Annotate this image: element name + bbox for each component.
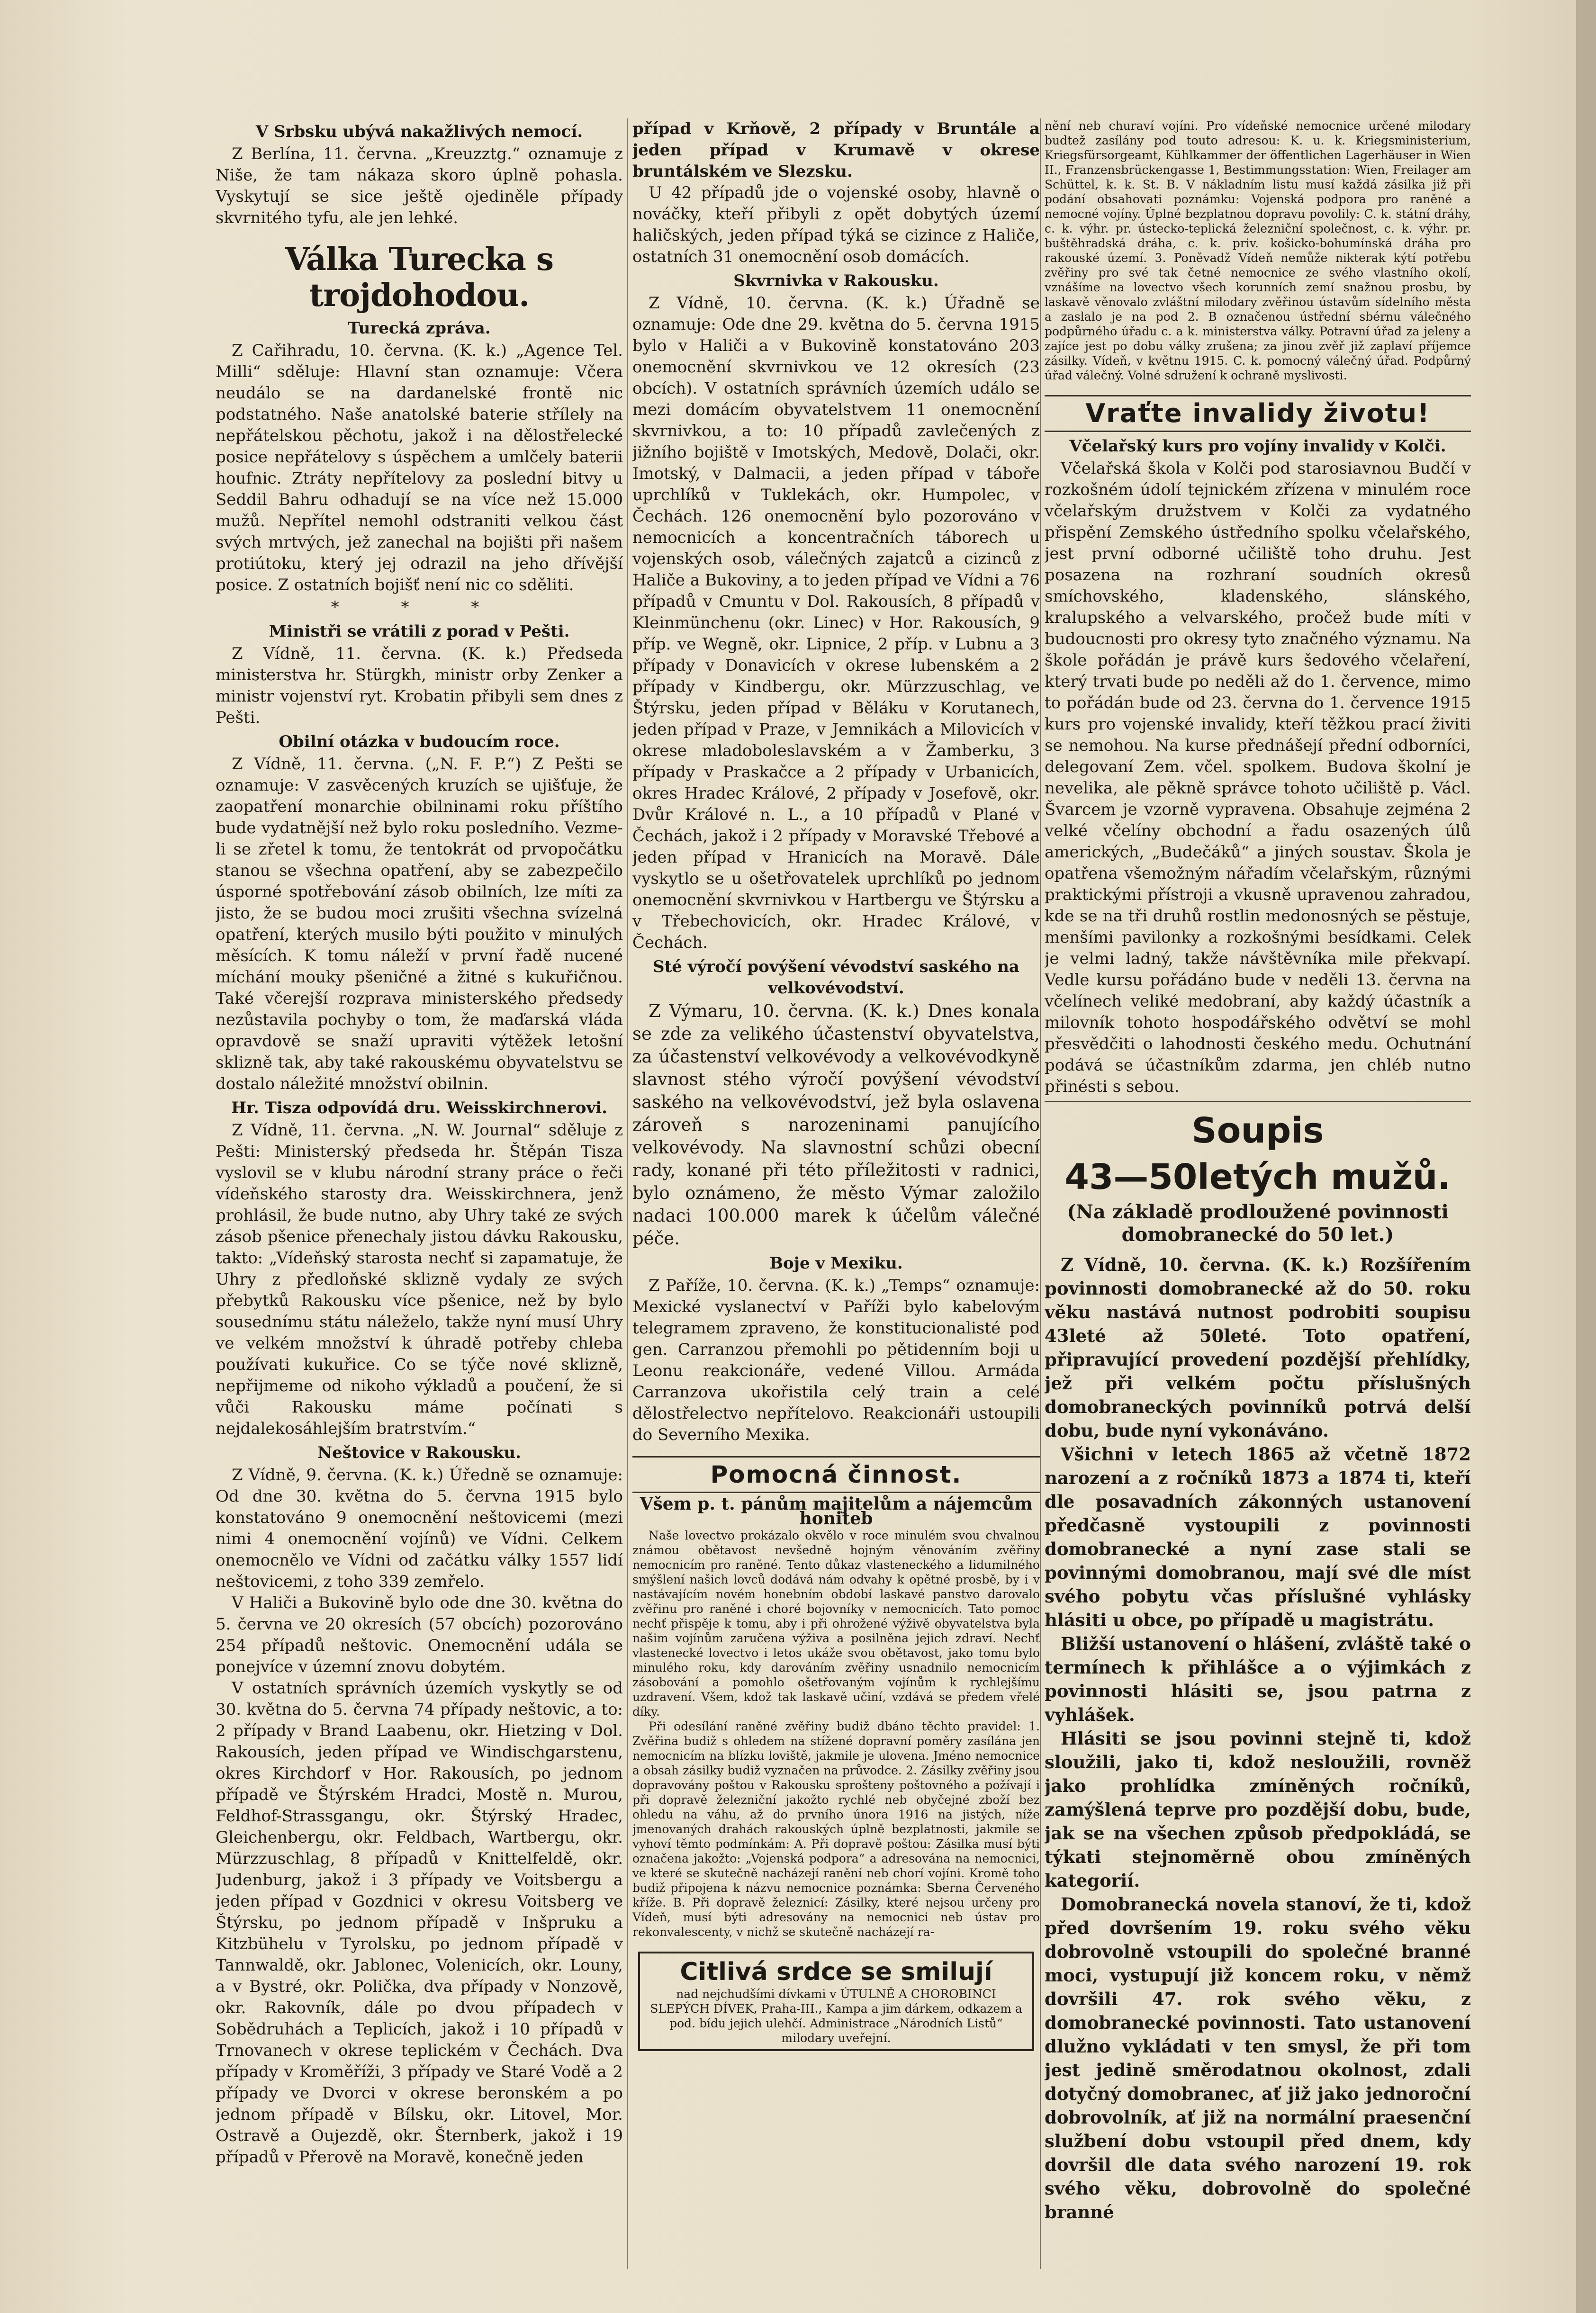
article-body: Z Vídně, 11. června. „N. W. Journal“ sděluje z Pešti: Ministerský předseda hr. Štěpán Tisza vyslovil se v klubu národní strany práce o řeči vídeňského starosty dra. Weisskirchnera, jenž prohlásil, že bude nutno, aby Uhry také ze svých zásob pšenice přenechaly jistou dávku Rakousku, takto: „Vídeňský starosta nechť si zapamatuje, že Uhry z předloňské sklizně vydaly ze svých přebytků Rakousku více pšenice, než by bylo sousednímu státu náleželo, takže nyní musí Uhry ve velkém množství k úhradě potřeby chleba používati kukuřice. Co se týče nové sklizně, nepřijmeme od nikoho výkladů a poučení, že si vůči Rakousku máme počínati s nejdalekosáhlejším bratrstvím.“ xyxy=(216,1121,623,1438)
article-body: Z Vídně, 10. června. (K. k.) Rozšířením povinnosti domobranecké až do 50. roku věku nastává nutnost podrobiti soupisu 43leté až 50leté. Toto opatření, připravující provedení pozdější přehlídky, jež při velkém počtu příslušných domobraneckých povinníků potrvá delší dobu, bude nyní vykonáváno. xyxy=(1045,1254,1471,1441)
article-body: V Haliči a Bukovině bylo ode dne 30. května do 5. června ve 20 okresích (57 obcích) pozorováno 254 případů neštovic. Onemocnění udála se ponejvíce v územní znovu dobytém. xyxy=(216,1593,623,1676)
article-body: Z Paříže, 10. června. (K. k.) „Temps“ oznamuje: Mexické vyslanectví v Paříži bylo kabelovým telegramem zpraveno, že konstitucionalisté pod gen. Carranzou přemohli po pětidenním boji u Leonu reakcionáře, vedené Villou. Armáda Carranzova ukořistila celý train a celé dělostřelectvo nepřítelovo. Reakcionáři ustoupili do Severního Mexika. xyxy=(632,1276,1040,1444)
charity-advert xyxy=(638,1952,1034,2051)
article-heading: Obilní otázka v budoucím roce. xyxy=(279,732,560,751)
article-body: Domobranecká novela stanoví, že ti, kdož před dovršením 19. roku svého věku dobrovolně vstoupili do společné branné moci, vystupují již koncem roku, v němž dovršili 47. rok svého věku, z domobranecké povinnosti. Tato ustanovení dlužno vykládati v ten smysl, že při tom jest jedině směrodatnou okolnost, zdali dotyčný domobranec, ať již jako jednoroční dobrovolník, ať již na normální praesenční službení dobu vstoupil před dnem, kdy dovršil dle data svého narození 19. rok svého věku, dobrovolně do společné branné xyxy=(1045,1894,1471,2223)
article-body: Z Cařihradu, 10. června. (K. k.) „Agence Tel. Milli“ sděluje: Hlavní stan oznamuje: Včera neudálo se na dardanelské frontě nic podstatného. Naše anatolské baterie střílely na nepřátelskou pěchotu, jakož i na dělostřelecké posice nepřátelovy s úspěchem a umlčely baterii houfnic. Ztráty nepřítelovy za poslední bitvy u Seddil Bahru odhadují se na více než 15.000 mužů. Nepřítel nemohl odstraniti velkou část svých mrtvých, jež zanechal na bojišti při našem protiútoku, který jej odrazil na jeho dřívější posice. Z ostatních bojišť není nic co sděliti. xyxy=(216,341,623,594)
article-body: Z Vídně, 11. června. („N. F. P.“) Z Pešti se oznamuje: V zasvěcených kruzích se ujišťuje, že zaopatření monarchie obilninami roku příštího bude vydatnější než bylo roku posledního. Vezme-li se zřetel k tomu, že tentokrát od prvopočátku stanou se všechna opatření, aby se zabezpečilo úsporné spotřebování zásob obilních, lze míti za jisto, že se budou moci zrušiti všechna svízelná opatření, kterých musilo býti použito v minulých měsících. K tomu náleží v první řadě nucené míchání mouky pšeničné a žitné s kukuřičnou. Také včerejší rozprava ministerského předsedy nezůstavila pochyby o tom, že maďarská vláda opravdově se snaží upraviti výtěžek letošní sklizně tak, aby také rakouskému obyvatelstvu se dostalo náležité množství obilnin. xyxy=(216,755,623,1093)
article-subheading: Turecká zpráva. xyxy=(348,319,491,338)
announcement-title-line2: 43—50letých mužů. xyxy=(1064,1157,1451,1197)
announcement-subtitle: (Na základě prodloužené povinnosti domobranecké do 50 let.) xyxy=(1067,1201,1449,1246)
advert-title: Citlivá srdce se smilují xyxy=(680,1958,992,1986)
article-body: Při odesílání raněné zvěřiny budiž dbáno těchto pravidel: 1. Zvěřina budiž s ohledem na stížené dopravní poměry zasílána jen nemocnicím na blízku loviště, jakmile je ulovena. Jméno nemocnice a obsah zásilky budiž vyznačen na průvodce. 2. Zásilky zvěřiny jsou dopravovány poštou v Rakousku sprošteny poštovného a požívají i při dopravě železniční jakožto rychlé neb obyčejné zboží bez ohledu na váhu, až do prvního února 1916 na jistých, níže jmenovaných drahách rakouských úplně bezplatnosti, jakmile se vyhoví těmto podmínkám: A. Při dopravě poštou: Zásilka musí býti označena jakožto: „Vojenská podpora“ a adresována na nemocnici, ve které se skutečně nacházejí ranění neb chorí vojíni. Kromě toho budiž připojena k názvu nemocnice poznámka: Sberna Červeného kříže. B. Při dopravě železnicí: Zásilky, které nejsou určeny pro Vídeň, musí býti adresovány na nemocnici neb ústav pro rekonvalescenty, v nichž se skutečně nacházejí ra- xyxy=(632,1719,1040,1939)
article-body: Z Výmaru, 10. června. (K. k.) Dnes konala se zde za velikého účastenství obyvatelstva, za účastenství velkovévody a velkovévodkyně slavnost stého výročí povýšení vévodství saského na velkovévodství, jež byla oslavena zároveň s narozeninami panujícího velkovévody. Na slavnostní schůzi obecní rady, konané při této příležitosti v radnici, bylo oznámeno, že město Výmar založilo nadaci 100.000 marek k účelům válečné péče. xyxy=(632,1001,1040,1249)
article-body: Z Vídně, 11. června. (K. k.) Předseda ministerstva hr. Stürgkh, ministr orby Zenker a ministr vojenství ryt. Krobatin přibyli sem dnes z Pešti. xyxy=(216,644,623,727)
advert-text: nad nejchudšími dívkami v ÚTULNĚ A CHOROBINCI SLEPÝCH DÍVEK, Praha-III., Kampa a jim dárkem, odkazem a pod. bídu jejich ulehčí. Administrace „Národních Listů“ milodary uveřejní. xyxy=(650,1987,1022,2045)
article-body: U 42 případů jde o vojenské osoby, hlavně o nováčky, kteří přibyli z opět dobytých území haličských, jeden případ týká se cizince z Haliče, ostatních 31 onemocnění osob domácích. xyxy=(632,183,1040,266)
article-body: Hlásiti se jsou povinni stejně ti, kdož sloužili, jako ti, kdož nesloužili, rovněž jako prohlídka zmíněných ročníků, zamýšlená teprve pro pozdější dobu, bude, jak se na všechen způsob předpokládá, se týkati stejnoměrně obou zmíněných kategorií. xyxy=(1045,1728,1471,1891)
article-body: nění neb churaví vojíni. Pro vídeňské nemocnice určené milodary budtež zasílány pod touto adresou: K. u. k. Kriegsministerium, Kriegsfürsorgeamt, Kühlkammer der öffentlichen Lagerhäuser in Wien II., Franzensbrückengasse 1, Bestimmungsstation: Wien, Freilager am Schüttel, k. k. St. B. V nákladním listu musí každá zásilka již při podání obsahovati poznámku: Vojenská podpora pro raněné a nemocné vojíny. Úplné bezplatnou dopravu povolily: C. k. státní dráhy, c. k. výhr. pr. ústecko-teplická železniční společnost, c. k. výhr. pr. buštěhradská dráha, c. k. priv. košicko-bohumínská dráha pro rakouské území. 3. Poněvadž Vídeň nemůže nikterak kýtí potřebu zvěřiny pro své tak četné nemocnice ze svého vlastního okolí, vznášíme na lovectvo všech korunních zemí snažnou prosbu, by laskavě věnovalo zvláštní milodary zvěřinou ústavům sídelního města a zaslalo je na pod 2. B označenou ústřední sbérnu válečného podpůrného úřadu c. a k. ministerstva války. Potravní úřad za jeleny a zajíce jest po dobu války zrušena; za jinou zvěř již zaplaví příjemce zásilky. Vídeň, v květnu 1915. C. k. pomocný válečný úřad. Podpůrný úřad válečný. Volné sdružení k ochraně myslivosti. xyxy=(1045,119,1471,382)
article-body: Naše lovectvo prokázalo okvělo v roce minulém svou chvalnou známou obětavost nevšedně hojným věnováním zvěřiny nemocnicím pro raněné. Tento důkaz vlasteneckého a lidumilného smýšlení našich lovců dodává nám odvahy k opětné prosbě, by i v nastávajícím novém honebním období laskavé panstvo darovalo zvěřinu pro raněné i choré bojovníky v nemocnicích. Tato pomoc nechť přispěje k tomu, aby i při ohrožené výživě obyvatelstva byla našim vojínům zaručena výživa a posilněna jejich zdraví. Nechť vlastenecké lovectvo i letos ukáže svou obětavost, jako tomu bylo minulého roku, kdy darováním zvěřiny usnadnilo nemocnicím zásobování a pomohlo ošetřovaným vojínům k rychlejšímu uzdravení. Všem, kdož tak laskavě učiní, vzdává se předem vřelé díky. xyxy=(632,1529,1040,1719)
section-banner: Pomocná činnost. xyxy=(632,1456,1040,1493)
article-body: případ v Krňově, 2 případy v Bruntále a jeden případ v Krumavě v okrese bruntálském ve Slezsku. xyxy=(632,119,1040,181)
column-divider xyxy=(627,118,628,2269)
article-body: Bližší ustanovení o hlášení, zvláště také o termínech k přihlášce a o výjimkách z povinnosti hlásiti se, jsou patrna z vyhlášek. xyxy=(1045,1633,1471,1725)
page-edge xyxy=(1576,0,1596,2313)
article-heading: Včelařský kurs pro vojíny invalidy v Kolči. xyxy=(1069,437,1446,456)
article-heading: Sté výročí povýšení vévodství saského na velkovévodství. xyxy=(653,957,1019,998)
announcement-title: Soupis xyxy=(1191,1110,1324,1151)
column-divider xyxy=(1040,118,1041,2269)
column-1 xyxy=(216,118,623,2278)
article-heading: Hr. Tisza odpovídá dru. Weisskirchnerovi. xyxy=(231,1098,607,1117)
column-3 xyxy=(1045,118,1471,2278)
article-heading: V Srbsku ubývá nakažlivých nemocí. xyxy=(255,122,583,141)
article-heading: Boje v Mexiku. xyxy=(769,1254,903,1273)
article-heading: Neštovice v Rakousku. xyxy=(317,1443,521,1462)
separator-stars: * * * xyxy=(331,598,508,617)
article-body: Všichni v letech 1865 až včetně 1872 narození a z ročníků 1873 a 1874 ti, kteří dle posavadních zákonných ustanovení předčasně vystoupili z povinnosti domobranecké a nyní zase stali se povinnými domobranou, mají své dle míst svého pobytu včas příslušné vyhlásky hlásiti u obce, po případě u magistrátu. xyxy=(1045,1444,1471,1630)
column-2 xyxy=(632,118,1040,2278)
article-body: Z Vídně, 9. června. (K. k.) Úředně se oznamuje: Od dne 30. května do 5. června 1915 bylo konstatováno 9 onemocnění neštovicemi (mezi nimi 4 onemocnění vojínů) ve Vídni. Celkem onemocnělo ve Vídni od začátku války 1557 lidí neštovicemi, z toho 339 zemřelo. xyxy=(216,1466,623,1591)
article-heading: Ministři se vrátili z porad v Pešti. xyxy=(269,622,570,641)
announcement-block xyxy=(1045,1101,1471,2224)
article-heading: Skvrnivka v Rakousku. xyxy=(733,271,939,290)
section-banner: Vraťte invalidy životu! xyxy=(1045,395,1471,432)
article-body: Včelařská škola v Kolči pod starosiavnou Budčí v rozkošném údolí tejnickém zřízena v minulém roce včelařským družstvem v Kolči za vydatného přispění Zemského ústředního spolku včelařského, jest první odborné učiliště toho druhu. Jest posazena na rozhraní soudních okresů smíchovského, kladenského, slánského, kralupského a velvarského, pročež bude míti v budoucnosti pro okresy tyto značného významu. Na škole pořádán je právě kurs šedového včelaření, který trvati bude po neděli až do 1. července, mimo to pořádán bude od 23. června do 1. července 1915 kurs pro vojenské invalidy, kteří těžkou prací živiti se nemohou. Na kurse přednášejí přední odborníci, delegovaní Zem. včel. spolkem. Budova školní je nevelika, ale pěkně správce tohoto učiliště p. Václ. Švarcem je vzorně vypravena. Obsahuje zejména 2 velké včelíny obchodní a řadu osazených úlů amerických, „Budečáků“ a jiných soustav. Škola je opatřena všemožným nářadím včelařským, různými praktickými přístroji a vkusně upravenou zahradou, kde se na tři druhů rostlin medonosných se pěstuje, menšími pavilonky a rozkošnými besídkami. Celek je velmi ladný, takže návštěvníka mile překvapí. Vedle kursu pořádáno bude v neděli 13. června na včelínech veliké medobraní, aby každý účastník a milovník tohoto hospodářského odvětví se mohl přesvědčiti o lahodnosti českého medu. Ochutnání podává se účastníkům zdarma, jen chléb nutno přinésti s sebou. xyxy=(1045,459,1471,1096)
section-title: Válka Turecka s trojdohodou. xyxy=(285,241,554,314)
article-lead: Všem p. t. pánům majitelům a nájemcům honiteb xyxy=(640,1494,1033,1529)
article-body: V ostatních správních územích vyskytly se od 30. května do 5. června 74 případy neštovic, a to: 2 případy v Brand Laabenu, okr. Hietzing v Dol. Rakousích, jeden případ ve Windischgarstenu, okres Kirchdorf v Hor. Rakousích, po jednom případě ve Štýrském Hradci, Mostě n. Murou, Feldhof-Strassgangu, okr. Štýrský Hradec, Gleichenbergu, okr. Feldbach, Wartbergu, okr. Mürzzuschlag, 8 případů v Knittelfeldě, okr. Judenburg, jakož i 3 případy ve Voitsbergu a jeden případ v Gozdnici v okresu Voitsberg ve Štýrsku, po jednom případě v Inšpruku a Kitzbühelu v Tyrolsku, po jednom případě v Tannwaldě, okr. Jablonec, Volenicích, okr. Louny, a v Bystré, okr. Polička, dva případy v Nonzově, okr. Rakovník, dále po dvou případech v Sobědruhách a Teplicích, jakož i 10 případů v Trnovanech v okrese teplickém v Čechách. Dva případy v Kroměříži, 3 případy ve Staré Vodě a 2 případy ve Dvorci v okrese beronském a po jednom případě v Bílsku, okr. Litovel, Mor. Ostravě a Oujezdě, okr. Šternberk, jakož i 19 případů v Přerově na Moravě, konečně jeden xyxy=(216,1679,623,2167)
article-body: Z Berlína, 11. června. „Kreuzztg.“ oznamuje z Niše, že tam nákaza skoro úplně pohasla. Vyskytují se sice ještě ojediněle případy skvrnitého tyfu, ale jen lehké. xyxy=(216,144,623,227)
article-body: Z Vídně, 10. června. (K. k.) Úřadně se oznamuje: Ode dne 29. května do 5. června 1915 bylo v Haliči a v Bukovině konstatováno 203 onemocnění skvrnivkou ve 12 okresích (23 obcích). V ostatních správních územích událo se mezi domácím obyvatelstvem 11 onemocnění skvrnivkou, a to: 10 případů zavlečených z jižního bojiště v Imotských, Medově, Dolači, okr. Imotský, v Dalmacii, a jeden případ v táboře uprchlíků v Tuklekách, okr. Humpolec, v Čechách. 126 onemocnění bylo pozorováno v nemocnicích a koncentračních táborech u vojenských osob, válečných zajatců a cizinců z Haliče a Bukoviny, a to jeden případ ve Vídni a 76 případů v Cmuntu v Dol. Rakousích, 8 případů v Kleinmünchenu (okr. Linec) v Hor. Rakousích, 9 příp. ve Wegně, okr. Lipnice, 2 příp. v Lubnu a 3 případy v Donavicích v okrese lubenském a 2 případy v Kindbergu, okr. Mürzzuschlag, ve Štýrsku, jeden případ v Běláku v Korutanech, jeden případ v Praze, v Jemnikách a Milovicích v okrese mladoboleslavském a v Žamberku, 3 případy v Praskačce a 2 případy v Urbanicích, okres Hradec Králové, 2 případy v Josefově, okr. Dvůr Králové n. L., a 10 případů v Plané v Čechách, jakož i 2 případy v Moravské Třebové a jeden případ v Hranicích na Moravě. Dále vyskytlo se u ošetřovatelek uprchlíků po jednom onemocnění skvrnivkou v Hartbergu ve Štýrsku a v Třebechovicích, okr. Hradec Králové, v Čechách. xyxy=(632,294,1040,952)
